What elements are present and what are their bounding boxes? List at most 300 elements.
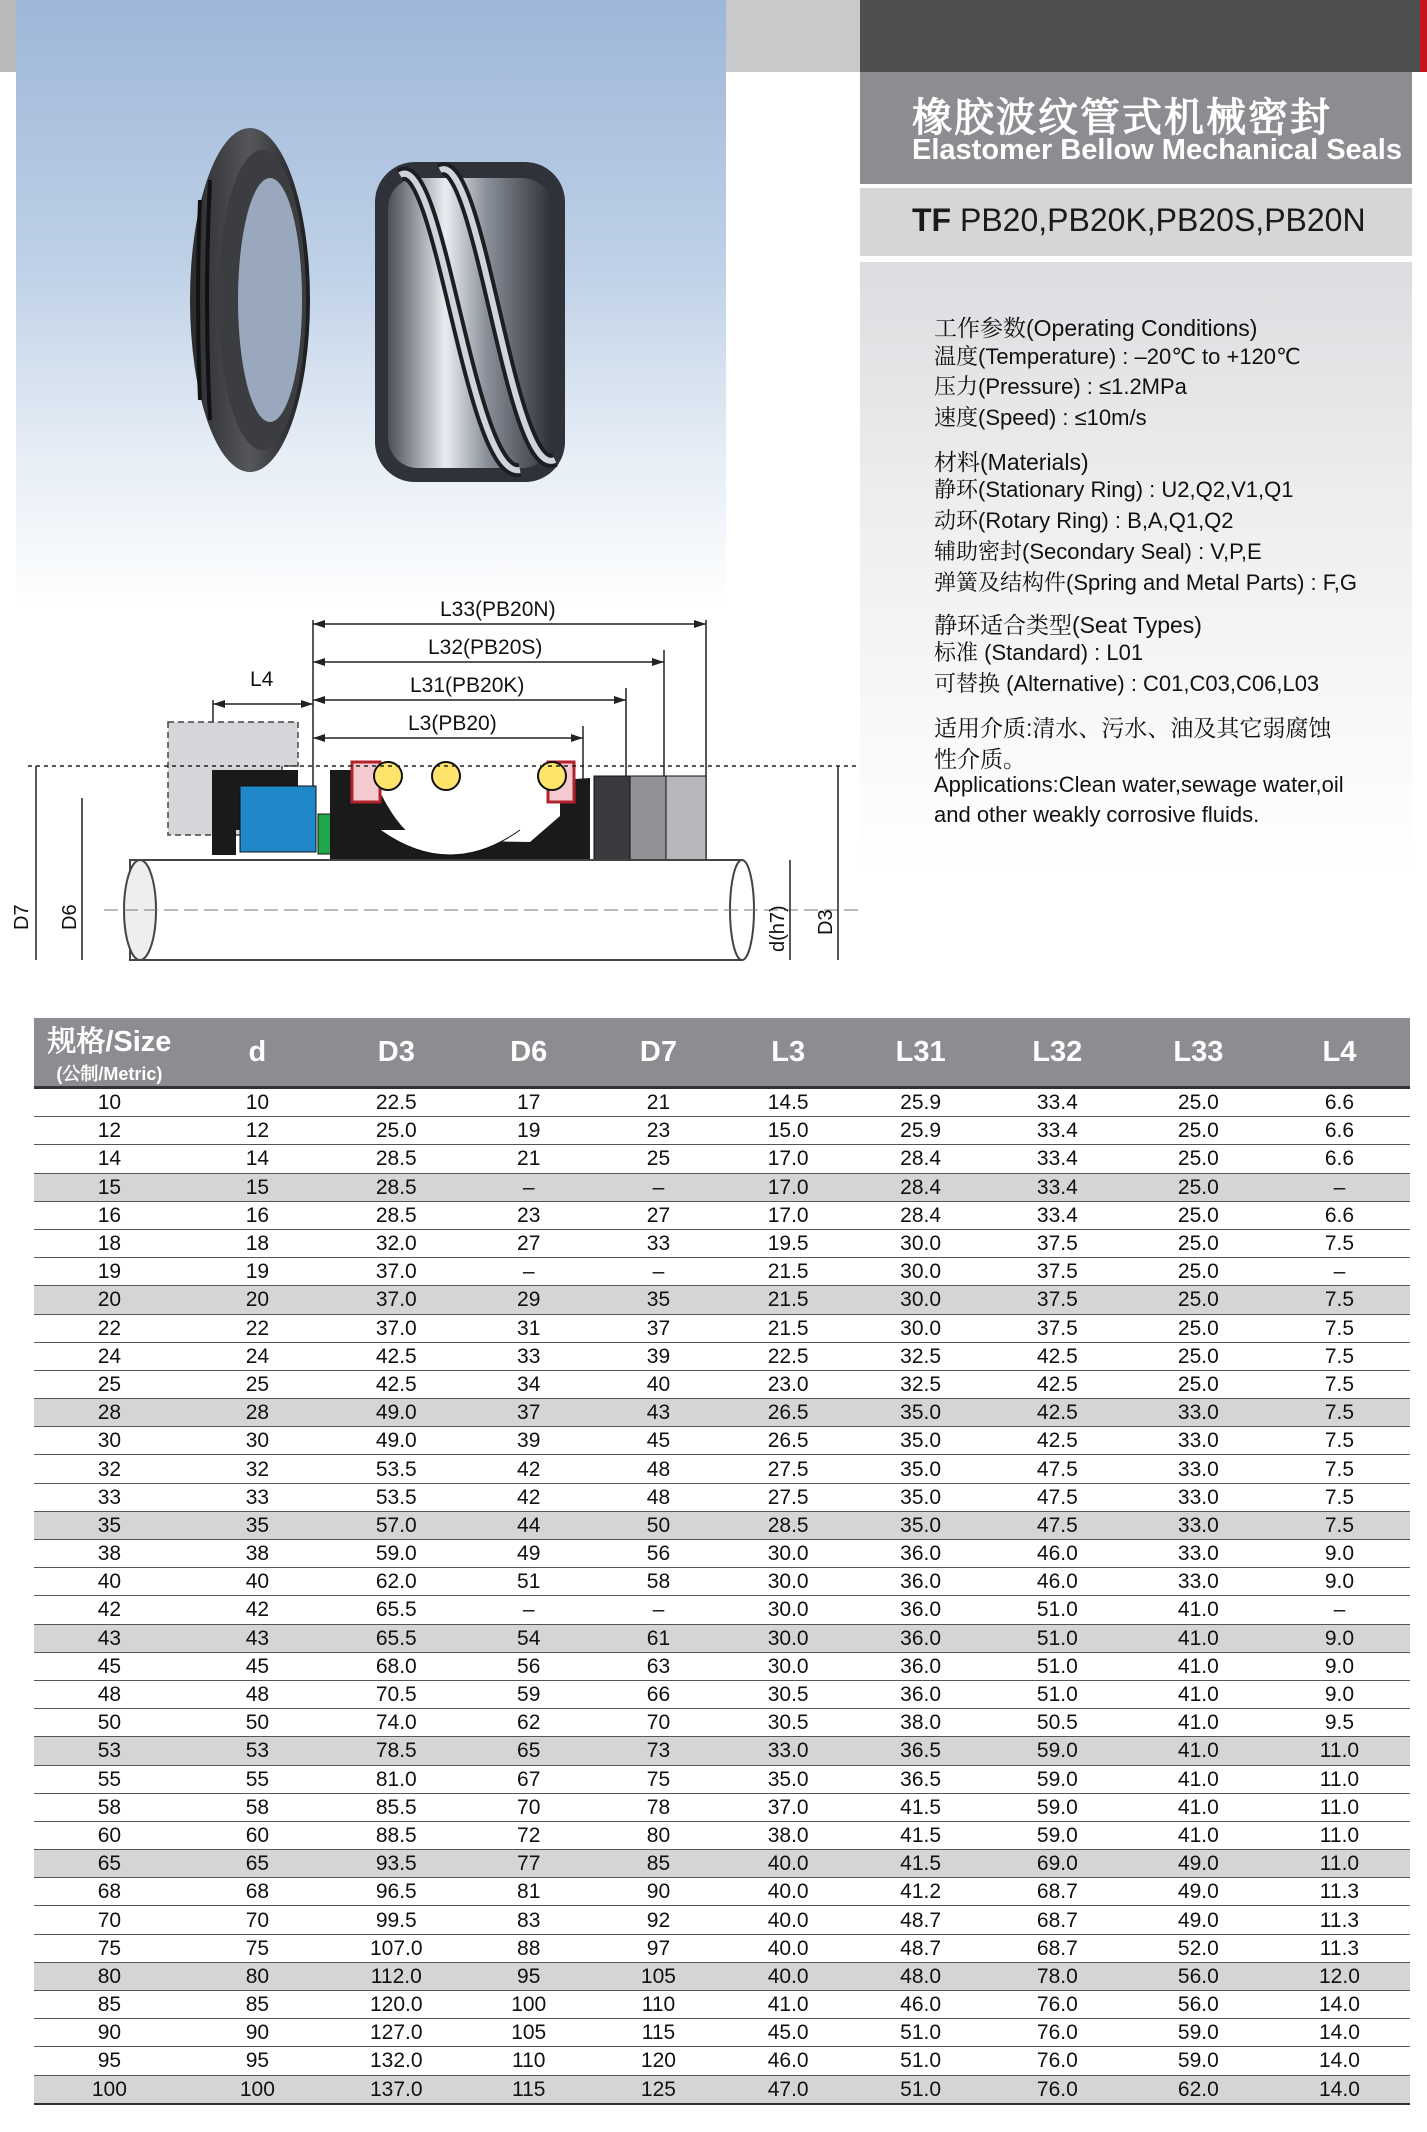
table-cell: 19 xyxy=(185,1258,330,1286)
table-cell: 28 xyxy=(34,1399,185,1427)
table-cell: 22.5 xyxy=(722,1342,854,1370)
table-header-row xyxy=(34,1018,1410,1088)
table-cell: 47.5 xyxy=(987,1483,1128,1511)
table-cell: 50.5 xyxy=(987,1709,1128,1737)
table-cell: 7.5 xyxy=(1269,1483,1410,1511)
table-cell: 80 xyxy=(185,1962,330,1990)
table-cell: 56 xyxy=(463,1652,595,1680)
table-cell: 51.0 xyxy=(854,2047,986,2075)
table-cell: 78.0 xyxy=(987,1962,1128,1990)
table-cell: 107.0 xyxy=(330,1934,462,1962)
col-header: L32 xyxy=(987,1018,1128,1088)
table-cell: 42.5 xyxy=(987,1427,1128,1455)
table-cell: 33.0 xyxy=(1128,1427,1269,1455)
brand-accent-stripe xyxy=(1420,0,1427,72)
size-label: 规格/Size xyxy=(47,1025,172,1058)
table-cell: 81 xyxy=(463,1878,595,1906)
spring-bellow-icon xyxy=(375,162,565,482)
table-cell: 18 xyxy=(34,1229,185,1257)
table-cell: 40.0 xyxy=(722,1850,854,1878)
table-cell: 41.2 xyxy=(854,1878,986,1906)
dim-l4-label: L4 xyxy=(250,668,274,691)
table-cell: 73 xyxy=(595,1737,722,1765)
table-cell: 55 xyxy=(185,1765,330,1793)
table-cell: 33 xyxy=(185,1483,330,1511)
table-cell: 50 xyxy=(185,1709,330,1737)
table-cell: – xyxy=(463,1173,595,1201)
table-cell: 48.7 xyxy=(854,1934,986,1962)
table-cell: 23 xyxy=(595,1117,722,1145)
col-header: L33 xyxy=(1128,1018,1269,1088)
table-cell: 95 xyxy=(185,2047,330,2075)
dim-d7-label: D7 xyxy=(11,904,33,930)
table-cell: 48 xyxy=(595,1483,722,1511)
table-cell: 32.5 xyxy=(854,1370,986,1398)
table-cell: 33.4 xyxy=(987,1145,1128,1173)
table-cell: 32.0 xyxy=(330,1229,462,1257)
table-cell: 51.0 xyxy=(987,1652,1128,1680)
table-row xyxy=(34,1370,1410,1398)
table-cell: 33.0 xyxy=(722,1737,854,1765)
table-cell: 37.5 xyxy=(987,1229,1128,1257)
table-cell: 100 xyxy=(34,2075,185,2104)
spring-metal-line: 弹簧及结构件(Spring and Metal Parts) : F,G xyxy=(934,570,1357,595)
table-cell: 9.0 xyxy=(1269,1680,1410,1708)
table-cell: 68.7 xyxy=(987,1878,1128,1906)
table-cell: 65 xyxy=(463,1737,595,1765)
table-cell: 80 xyxy=(34,1962,185,1990)
table-cell: 7.5 xyxy=(1269,1370,1410,1398)
table-cell: 10 xyxy=(34,1088,185,1117)
table-row xyxy=(34,1680,1410,1708)
table-cell: 19.5 xyxy=(722,1229,854,1257)
table-cell: 59.0 xyxy=(330,1540,462,1568)
table-cell: 30.0 xyxy=(722,1568,854,1596)
table-cell: 11.0 xyxy=(1269,1765,1410,1793)
table-cell: 68.0 xyxy=(330,1652,462,1680)
table-body xyxy=(34,1088,1410,2104)
media-en-line-2: and other weakly corrosive fluids. xyxy=(934,802,1260,827)
table-row xyxy=(34,1173,1410,1201)
table-cell: 77 xyxy=(463,1850,595,1878)
table-cell: 47.0 xyxy=(722,2075,854,2104)
table-cell: 37.0 xyxy=(330,1314,462,1342)
table-row xyxy=(34,1765,1410,1793)
table-cell: 30.0 xyxy=(722,1596,854,1624)
table-cell: 37 xyxy=(595,1314,722,1342)
table-row xyxy=(34,1540,1410,1568)
table-cell: 43 xyxy=(185,1624,330,1652)
table-cell: 14 xyxy=(34,1145,185,1173)
table-row xyxy=(34,1991,1410,2019)
table-cell: 58 xyxy=(34,1793,185,1821)
table-cell: 27.5 xyxy=(722,1455,854,1483)
table-cell: 29 xyxy=(463,1286,595,1314)
table-cell: 90 xyxy=(185,2019,330,2047)
table-cell: 21 xyxy=(463,1145,595,1173)
seat-title: 静环适合类型(Seat Types) xyxy=(934,612,1202,638)
table-cell: 22 xyxy=(185,1314,330,1342)
table-cell: 42 xyxy=(463,1455,595,1483)
table-cell: 7.5 xyxy=(1269,1399,1410,1427)
table-cell: 20 xyxy=(185,1286,330,1314)
table-cell: 90 xyxy=(595,1878,722,1906)
table-row xyxy=(34,1709,1410,1737)
table-cell: 36.0 xyxy=(854,1540,986,1568)
table-cell: 36.0 xyxy=(854,1568,986,1596)
table-cell: 59.0 xyxy=(987,1821,1128,1849)
table-row xyxy=(34,1596,1410,1624)
table-cell: 24 xyxy=(185,1342,330,1370)
table-cell: 25 xyxy=(185,1370,330,1398)
table-cell: 42.5 xyxy=(987,1399,1128,1427)
table-cell: 110 xyxy=(463,2047,595,2075)
dim-l31-label: L31(PB20K) xyxy=(410,674,525,697)
table-cell: 100 xyxy=(463,1991,595,2019)
table-cell: 11.3 xyxy=(1269,1934,1410,1962)
table-cell: 21.5 xyxy=(722,1286,854,1314)
table-cell: 39 xyxy=(595,1342,722,1370)
table-cell: 30.0 xyxy=(722,1540,854,1568)
table-row xyxy=(34,1229,1410,1257)
table-cell: 30.0 xyxy=(854,1229,986,1257)
table-cell: 61 xyxy=(595,1624,722,1652)
table-cell: 62.0 xyxy=(330,1568,462,1596)
materials-title: 材料(Materials) xyxy=(934,449,1089,475)
table-cell: 34 xyxy=(463,1370,595,1398)
table-cell: 15.0 xyxy=(722,1117,854,1145)
table-row xyxy=(34,1878,1410,1906)
table-cell: 7.5 xyxy=(1269,1229,1410,1257)
table-cell: 50 xyxy=(595,1511,722,1539)
table-cell: 40 xyxy=(34,1568,185,1596)
table-cell: 81.0 xyxy=(330,1765,462,1793)
table-cell: 59.0 xyxy=(987,1765,1128,1793)
table-cell: 28.5 xyxy=(330,1201,462,1229)
table-cell: 76.0 xyxy=(987,2075,1128,2104)
table-cell: 31 xyxy=(463,1314,595,1342)
table-cell: 44 xyxy=(463,1511,595,1539)
table-cell: 33.0 xyxy=(1128,1483,1269,1511)
table-cell: 7.5 xyxy=(1269,1427,1410,1455)
table-cell: 11.0 xyxy=(1269,1821,1410,1849)
table-cell: 49 xyxy=(463,1540,595,1568)
table-cell: 15 xyxy=(185,1173,330,1201)
table-cell: 76.0 xyxy=(987,1991,1128,2019)
table-cell: 51 xyxy=(463,1568,595,1596)
table-cell: 35.0 xyxy=(854,1483,986,1511)
table-cell: 21 xyxy=(595,1088,722,1117)
table-cell: 36.5 xyxy=(854,1765,986,1793)
table-cell: 27.5 xyxy=(722,1483,854,1511)
table-cell: – xyxy=(1269,1173,1410,1201)
table-cell: 75 xyxy=(34,1934,185,1962)
table-cell: 37.5 xyxy=(987,1286,1128,1314)
table-cell: 17.0 xyxy=(722,1145,854,1173)
table-cell: 33.0 xyxy=(1128,1540,1269,1568)
table-cell: 54 xyxy=(463,1624,595,1652)
table-row xyxy=(34,1934,1410,1962)
table-cell: 65.5 xyxy=(330,1596,462,1624)
table-cell: 56.0 xyxy=(1128,1962,1269,1990)
speed-line: 速度(Speed) : ≤10m/s xyxy=(934,405,1147,430)
table-cell: 97 xyxy=(595,1934,722,1962)
table-cell: 7.5 xyxy=(1269,1342,1410,1370)
table-cell: 69.0 xyxy=(987,1850,1128,1878)
table-cell: 48 xyxy=(34,1680,185,1708)
table-cell: 17.0 xyxy=(722,1201,854,1229)
table-cell: 59 xyxy=(463,1680,595,1708)
table-cell: 51.0 xyxy=(987,1680,1128,1708)
table-cell: 28.4 xyxy=(854,1145,986,1173)
table-cell: 25.0 xyxy=(1128,1370,1269,1398)
table-cell: 58 xyxy=(595,1568,722,1596)
table-cell: 51.0 xyxy=(854,2019,986,2047)
table-cell: 33 xyxy=(34,1483,185,1511)
table-cell: 14.0 xyxy=(1269,1991,1410,2019)
table-cell: 68.7 xyxy=(987,1934,1128,1962)
table-cell: 41.0 xyxy=(1128,1737,1269,1765)
table-cell: 42.5 xyxy=(987,1342,1128,1370)
dim-l3-label: L3(PB20) xyxy=(408,712,497,735)
table-row xyxy=(34,2047,1410,2075)
header-dark-band xyxy=(860,0,1427,72)
table-cell: 25.0 xyxy=(1128,1173,1269,1201)
table-cell: 11.3 xyxy=(1269,1878,1410,1906)
table-cell: – xyxy=(595,1173,722,1201)
table-cell: 27 xyxy=(463,1229,595,1257)
table-cell: 59.0 xyxy=(1128,2047,1269,2075)
dim-d6-label: D6 xyxy=(59,904,81,930)
table-cell: 14 xyxy=(185,1145,330,1173)
table-cell: 95 xyxy=(34,2047,185,2075)
table-cell: 53.5 xyxy=(330,1455,462,1483)
table-cell: 36.0 xyxy=(854,1680,986,1708)
table-cell: – xyxy=(1269,1258,1410,1286)
table-cell: 25.9 xyxy=(854,1088,986,1117)
col-header: D3 xyxy=(330,1018,462,1088)
table-cell: 45 xyxy=(595,1427,722,1455)
table-cell: 105 xyxy=(463,2019,595,2047)
table-cell: 45 xyxy=(34,1652,185,1680)
table-cell: 12 xyxy=(34,1117,185,1145)
table-cell: 30.5 xyxy=(722,1680,854,1708)
table-cell: 55 xyxy=(34,1765,185,1793)
table-cell: 41.0 xyxy=(1128,1793,1269,1821)
table-row xyxy=(34,1624,1410,1652)
table-cell: 25.0 xyxy=(1128,1258,1269,1286)
table-cell: 11.0 xyxy=(1269,1737,1410,1765)
table-cell: 23 xyxy=(463,1201,595,1229)
table-cell: 65 xyxy=(34,1850,185,1878)
table-cell: 33.4 xyxy=(987,1088,1128,1117)
table-cell: 112.0 xyxy=(330,1962,462,1990)
stationary-ring-line: 静环(Stationary Ring) : U2,Q2,V1,Q1 xyxy=(934,477,1294,502)
product-illustration xyxy=(0,0,860,520)
table-row xyxy=(34,1342,1410,1370)
dim-l33-label: L33(PB20N) xyxy=(440,598,556,621)
table-cell: 59.0 xyxy=(987,1737,1128,1765)
table-cell: 92 xyxy=(595,1906,722,1934)
pressure-line: 压力(Pressure) : ≤1.2MPa xyxy=(934,374,1187,399)
table-cell: 38.0 xyxy=(722,1821,854,1849)
seat-alternative-line: 可替换 (Alternative) : C01,C03,C06,L03 xyxy=(934,671,1320,696)
table-cell: 37.0 xyxy=(330,1258,462,1286)
dim-l32-label: L32(PB20S) xyxy=(428,636,543,659)
table-cell: 35 xyxy=(595,1286,722,1314)
table-cell: 41.0 xyxy=(1128,1821,1269,1849)
table-cell: 62 xyxy=(463,1709,595,1737)
table-cell: 46.0 xyxy=(722,2047,854,2075)
table-cell: 25.0 xyxy=(330,1117,462,1145)
table-cell: 93.5 xyxy=(330,1850,462,1878)
table-cell: 70 xyxy=(595,1709,722,1737)
table-cell: 19 xyxy=(34,1258,185,1286)
brand-label: TF xyxy=(912,202,952,238)
table-cell: 17.0 xyxy=(722,1173,854,1201)
table-cell: 35.0 xyxy=(854,1511,986,1539)
table-cell: 30.5 xyxy=(722,1709,854,1737)
table-cell: – xyxy=(1269,1596,1410,1624)
table-cell: 11.0 xyxy=(1269,1793,1410,1821)
table-cell: 46.0 xyxy=(987,1568,1128,1596)
table-cell: 41.5 xyxy=(854,1793,986,1821)
table-cell: 51.0 xyxy=(854,2075,986,2104)
table-cell: 99.5 xyxy=(330,1906,462,1934)
table-cell: 48.0 xyxy=(854,1962,986,1990)
table-row xyxy=(34,1258,1410,1286)
table-cell: 36.0 xyxy=(854,1624,986,1652)
table-cell: 30 xyxy=(185,1427,330,1455)
rotary-ring-line: 动环(Rotary Ring) : B,A,Q1,Q2 xyxy=(934,508,1234,533)
table-cell: 12 xyxy=(185,1117,330,1145)
table-cell: 110 xyxy=(595,1991,722,2019)
col-header: L3 xyxy=(722,1018,854,1088)
dim-d-label: d(h7) xyxy=(767,905,789,952)
table-row xyxy=(34,2075,1410,2104)
table-cell: 76.0 xyxy=(987,2019,1128,2047)
table-cell: 41.0 xyxy=(722,1991,854,2019)
table-cell: 14.0 xyxy=(1269,2019,1410,2047)
table-cell: 41.5 xyxy=(854,1850,986,1878)
seal-cross-section-diagram xyxy=(0,580,870,980)
table-cell: 66 xyxy=(595,1680,722,1708)
table-cell: 41.0 xyxy=(1128,1709,1269,1737)
table-cell: 33.0 xyxy=(1128,1455,1269,1483)
table-cell: 42 xyxy=(185,1596,330,1624)
table-cell: 62.0 xyxy=(1128,2075,1269,2104)
col-header: L4 xyxy=(1269,1018,1410,1088)
table-row xyxy=(34,1962,1410,1990)
table-cell: 30.0 xyxy=(722,1652,854,1680)
table-row xyxy=(34,1793,1410,1821)
table-cell: 38 xyxy=(185,1540,330,1568)
table-cell: 35.0 xyxy=(854,1455,986,1483)
table-cell: 40 xyxy=(185,1568,330,1596)
col-header-size xyxy=(34,1018,185,1088)
table-cell: 28 xyxy=(185,1399,330,1427)
table-row xyxy=(34,1568,1410,1596)
table-cell: 53.5 xyxy=(330,1483,462,1511)
table-row xyxy=(34,1314,1410,1342)
table-cell: 30.0 xyxy=(722,1624,854,1652)
table-cell: 100 xyxy=(185,2075,330,2104)
table-cell: 25.0 xyxy=(1128,1201,1269,1229)
table-cell: 115 xyxy=(595,2019,722,2047)
table-cell: 72 xyxy=(463,1821,595,1849)
temperature-line: 温度(Temperature) : –20℃ to +120℃ xyxy=(934,344,1301,369)
table-cell: 6.6 xyxy=(1269,1145,1410,1173)
table-cell: 46.0 xyxy=(987,1540,1128,1568)
table-cell: 32 xyxy=(185,1455,330,1483)
table-cell: 33 xyxy=(595,1229,722,1257)
table-row xyxy=(34,1737,1410,1765)
table-cell: 33.0 xyxy=(1128,1568,1269,1596)
table-row xyxy=(34,1906,1410,1934)
operating-title: 工作参数(Operating Conditions) xyxy=(934,315,1258,341)
table-cell: 7.5 xyxy=(1269,1314,1410,1342)
table-cell: 16 xyxy=(34,1201,185,1229)
table-cell: 46.0 xyxy=(854,1991,986,2019)
table-cell: 27 xyxy=(595,1201,722,1229)
table-cell: 26.5 xyxy=(722,1427,854,1455)
col-header: d xyxy=(185,1018,330,1088)
table-cell: 74.0 xyxy=(330,1709,462,1737)
table-cell: 68 xyxy=(185,1878,330,1906)
page-title-cn: 橡胶波纹管式机械密封 xyxy=(912,96,1332,140)
table-cell: 9.5 xyxy=(1269,1709,1410,1737)
table-cell: 19 xyxy=(463,1117,595,1145)
table-cell: 45 xyxy=(185,1652,330,1680)
table-cell: 22.5 xyxy=(330,1088,462,1117)
table-cell: 49.0 xyxy=(1128,1878,1269,1906)
table-cell: 49.0 xyxy=(1128,1850,1269,1878)
table-cell: 60 xyxy=(34,1821,185,1849)
table-cell: 7.5 xyxy=(1269,1511,1410,1539)
dim-d3-label: D3 xyxy=(815,909,837,935)
table-row xyxy=(34,1511,1410,1539)
table-cell: 6.6 xyxy=(1269,1201,1410,1229)
table-cell: 18 xyxy=(185,1229,330,1257)
table-cell: 41.0 xyxy=(1128,1596,1269,1624)
table-cell: 10 xyxy=(185,1088,330,1117)
table-row xyxy=(34,1286,1410,1314)
table-cell: 96.5 xyxy=(330,1878,462,1906)
table-cell: 56 xyxy=(595,1540,722,1568)
table-cell: 35 xyxy=(185,1511,330,1539)
table-cell: 85 xyxy=(34,1991,185,2019)
table-cell: 23.0 xyxy=(722,1370,854,1398)
table-cell: 28.4 xyxy=(854,1201,986,1229)
table-cell: 68 xyxy=(34,1878,185,1906)
table-cell: 36.0 xyxy=(854,1652,986,1680)
table-row xyxy=(34,1821,1410,1849)
size-sublabel: (公制/Metric) xyxy=(56,1063,163,1084)
table-cell: 30.0 xyxy=(854,1258,986,1286)
table-cell: 9.0 xyxy=(1269,1652,1410,1680)
table-cell: 41.0 xyxy=(1128,1765,1269,1793)
table-cell: 40.0 xyxy=(722,1934,854,1962)
table-cell: 78 xyxy=(595,1793,722,1821)
table-cell: 51.0 xyxy=(987,1596,1128,1624)
table-cell: 75 xyxy=(595,1765,722,1793)
col-header: D7 xyxy=(595,1018,722,1088)
table-cell: 9.0 xyxy=(1269,1540,1410,1568)
table-cell: 49.0 xyxy=(1128,1906,1269,1934)
table-row xyxy=(34,1145,1410,1173)
table-cell: 7.5 xyxy=(1269,1455,1410,1483)
table-cell: 35.0 xyxy=(854,1399,986,1427)
